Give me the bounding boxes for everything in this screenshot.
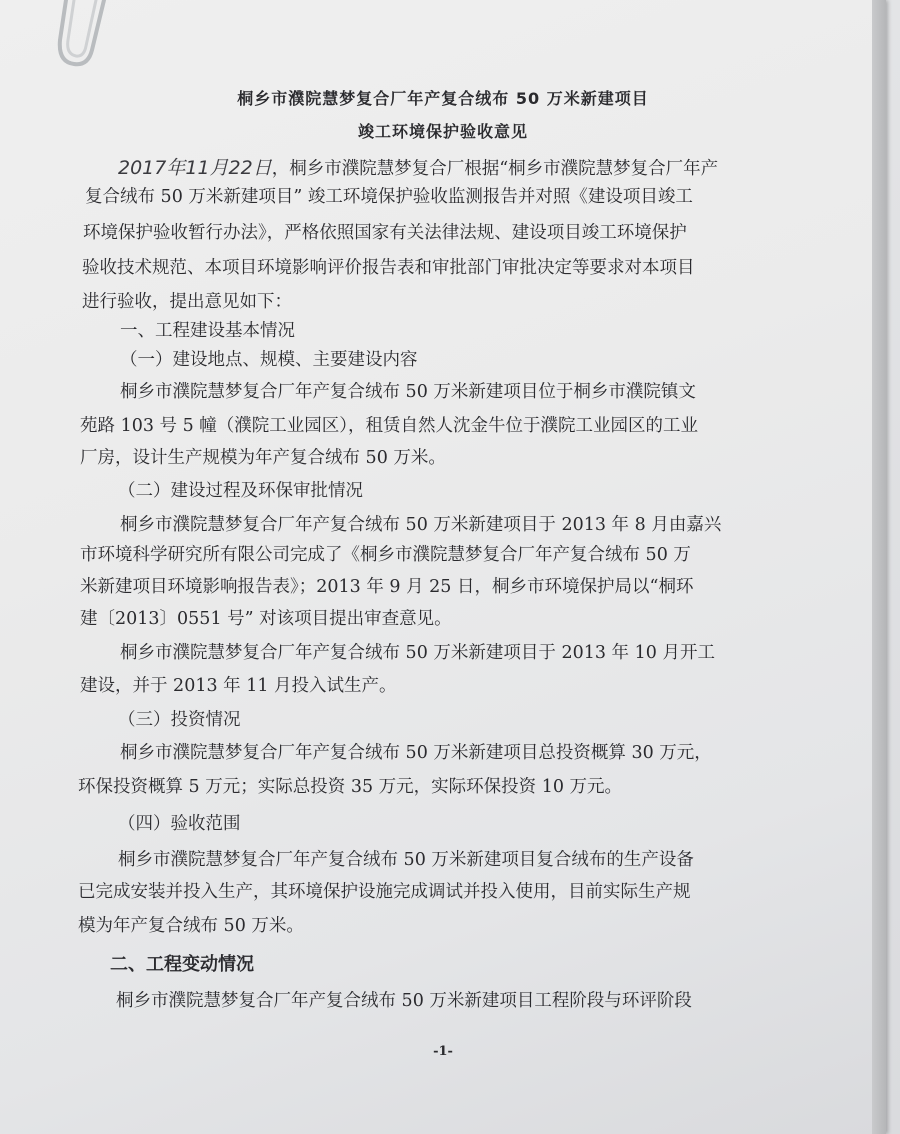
para-2-line-1: 桐乡市濮院慧梦复合厂年产复合绒布 50 万米新建项目于 2013 年 8 月由嘉兴: [120, 515, 722, 535]
para-4-line-2: 环保投资概算 5 万元；实际总投资 35 万元，实际环保投资 10 万元。: [78, 777, 623, 797]
section-heading-2: 二、工程变动情况: [110, 954, 254, 975]
intro-line-1-text: ，桐乡市濮院慧梦复合厂根据“桐乡市濮院慧梦复合厂年产: [271, 159, 719, 179]
subsection-heading-1: （一）建设地点、规模、主要建设内容: [120, 350, 418, 370]
para-2-line-2: 市环境科学研究所有限公司完成了《桐乡市濮院慧梦复合厂年产复合绒布 50 万: [80, 545, 691, 565]
subsection-heading-4: （四）验收范围: [118, 814, 241, 834]
para-6-line-1: 桐乡市濮院慧梦复合厂年产复合绒布 50 万米新建项目工程阶段与环评阶段: [116, 991, 692, 1011]
para-2-line-3: 米新建项目环境影响报告表》；2013 年 9 月 25 日，桐乡市环境保护局以“桐环: [80, 577, 694, 597]
para-3-line-2: 建设，并于 2013 年 11 月投入试生产。: [80, 676, 397, 696]
section-heading-1: 一、工程建设基本情况: [120, 321, 295, 341]
subsection-heading-2: （二）建设过程及环保审批情况: [118, 481, 363, 501]
intro-line-5: 进行验收，提出意见如下：: [82, 292, 292, 312]
para-5-line-3: 模为年产复合绒布 50 万米。: [78, 916, 304, 936]
para-4-line-1: 桐乡市濮院慧梦复合厂年产复合绒布 50 万米新建项目总投资概算 30 万元，: [120, 743, 712, 763]
para-1-line-3: 厂房，设计生产规模为年产复合绒布 50 万米。: [80, 448, 446, 468]
doc-title-line2: 竣工环境保护验收意见: [357, 122, 528, 141]
intro-line-4: 验收技术规范、本项目环境影响评价报告表和审批部门审批决定等要求对本项目: [82, 258, 695, 278]
intro-line-2: 复合绒布 50 万米新建项目” 竣工环境保护验收监测报告并对照《建设项目竣工: [85, 187, 693, 207]
para-3-line-1: 桐乡市濮院慧梦复合厂年产复合绒布 50 万米新建项目于 2013 年 10 月开工: [120, 643, 715, 663]
intro-line-1: [118, 159, 718, 179]
para-1-line-2: 苑路 103 号 5 幢（濮院工业园区），租赁自然人沈金牛位于濮院工业园区的工业: [80, 416, 699, 436]
para-2-line-4: 建〔2013〕0551 号” 对该项目提出审查意见。: [80, 609, 452, 629]
para-1-line-1: 桐乡市濮院慧梦复合厂年产复合绒布 50 万米新建项目位于桐乡市濮院镇文: [120, 382, 696, 402]
subsection-heading-3: （三）投资情况: [118, 710, 241, 730]
para-5-line-2: 已完成安装并投入生产，其环境保护设施完成调试并投入使用，目前实际生产规: [78, 882, 691, 902]
para-5-line-1: 桐乡市濮院慧梦复合厂年产复合绒布 50 万米新建项目复合绒布的生产设备: [118, 850, 694, 870]
doc-title-line1: 桐乡市濮院慧梦复合厂年产复合绒布 50 万米新建项目: [237, 89, 649, 108]
handwritten-date: 2017年11月22日: [118, 157, 272, 179]
page-number: -1-: [433, 1044, 453, 1059]
intro-line-3: 环境保护验收暂行办法》，严格依照国家有关法律法规、建设项目竣工环境保护: [83, 223, 687, 243]
